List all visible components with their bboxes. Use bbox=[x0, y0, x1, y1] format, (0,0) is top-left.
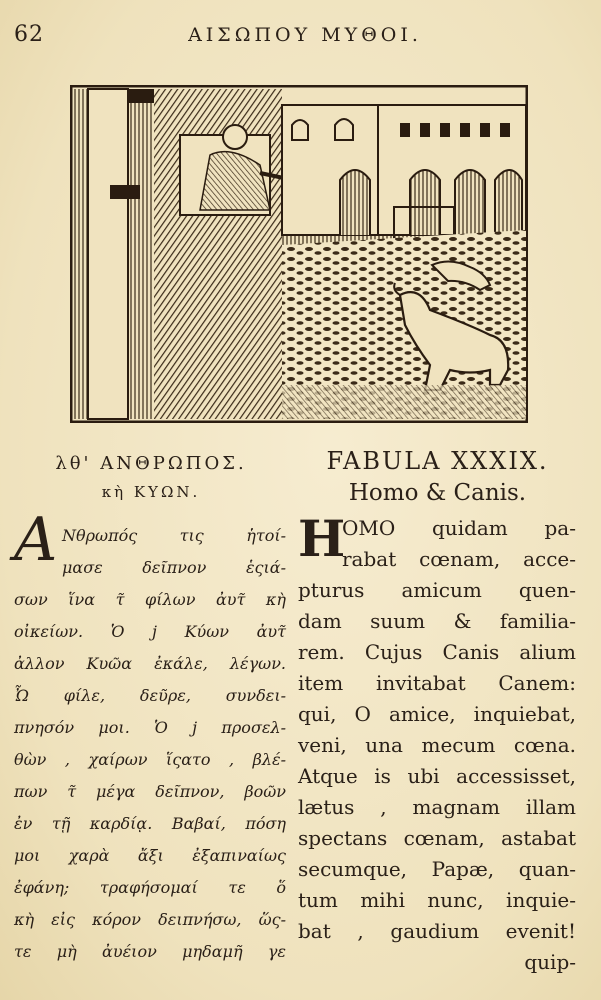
greek-line: μασε δεῖπνον ἑςιά- bbox=[62, 558, 286, 577]
greek-line: οἰκείων. Ὁ ϳ Κύων ἀυτ̃ bbox=[14, 622, 286, 641]
greek-line: μοι χαρὰ ἄξι ἐξαπιναίως bbox=[14, 846, 286, 865]
latin-fable-subtitle: Homo & Canis. bbox=[348, 480, 527, 506]
latin-line: OMO quidam pa- bbox=[342, 516, 576, 540]
latin-line: item invitabat Canem: bbox=[298, 671, 576, 695]
latin-line: veni, una mecum cœna. bbox=[298, 733, 576, 757]
greek-fable-subtitle: κὴ ΚΥΩΝ. bbox=[101, 483, 201, 501]
latin-line: spectans cœnam, astabat bbox=[298, 826, 576, 850]
greek-line: θὼν , χαίρων ἵςατο , βλέ- bbox=[14, 750, 286, 769]
latin-line: Atque is ubi accessisset, bbox=[298, 764, 576, 788]
latin-line: bat , gaudium evenit! bbox=[298, 919, 576, 943]
latin-line: qui, O amice, inquiebat, bbox=[298, 702, 576, 726]
greek-line: κὴ εἰς κόρον δειπνήσω, ὥς- bbox=[14, 910, 286, 929]
greek-line: ἐν τῇ καρδίᾳ. Βαβαί, πόση bbox=[14, 814, 286, 833]
latin-line: rabat cœnam, acce- bbox=[342, 547, 576, 571]
catchword: quip- bbox=[524, 950, 576, 974]
greek-drop-cap: Α bbox=[14, 505, 58, 575]
greek-line: ἐφάνη; τραφήσομαί τε ὅ bbox=[14, 878, 286, 897]
running-title: ΑΙΣΩΠΟΥ ΜΥΘΟΙ. bbox=[188, 24, 422, 46]
greek-line: Ὦ φίλε, δεῦρε, συνδει- bbox=[14, 686, 286, 705]
greek-text bbox=[14, 520, 286, 968]
greek-fable-title: λθ' ΑΝΘΡΩΠΟΣ. bbox=[55, 453, 247, 474]
latin-line: tum mihi nunc, inquie- bbox=[298, 888, 576, 912]
latin-line: lætus , magnam illam bbox=[298, 795, 576, 819]
greek-line: ἀλλον Κυῶα ἐκάλε, λέγων. bbox=[14, 654, 286, 673]
latin-fable-title: FABULA XXXIX. bbox=[326, 447, 549, 475]
latin-line: secumque, Papæ, quan- bbox=[298, 857, 576, 881]
latin-line: dam suum & familia- bbox=[298, 609, 576, 633]
page-number: 62 bbox=[14, 22, 44, 47]
greek-line: πων τ̃ μέγα δεῖπνον, βοῶν bbox=[14, 782, 286, 801]
latin-line: pturus amicum quen- bbox=[298, 578, 576, 602]
latin-drop-cap: H bbox=[298, 509, 346, 568]
greek-line: τε μὴ ἀυέιον μηδαμῆ γε bbox=[14, 942, 286, 961]
latin-text bbox=[298, 509, 576, 978]
greek-line: Νθρωπός τις ἡτοί- bbox=[62, 526, 286, 545]
greek-line: σων ἵνα τ̃ φίλων ἀυτ̃ κὴ bbox=[14, 590, 286, 609]
latin-line: rem. Cujus Canis alium bbox=[298, 640, 576, 664]
greek-line: πνησόν μοι. Ὁ ϳ προσελ- bbox=[14, 718, 286, 737]
woodcut-illustration bbox=[70, 85, 528, 423]
